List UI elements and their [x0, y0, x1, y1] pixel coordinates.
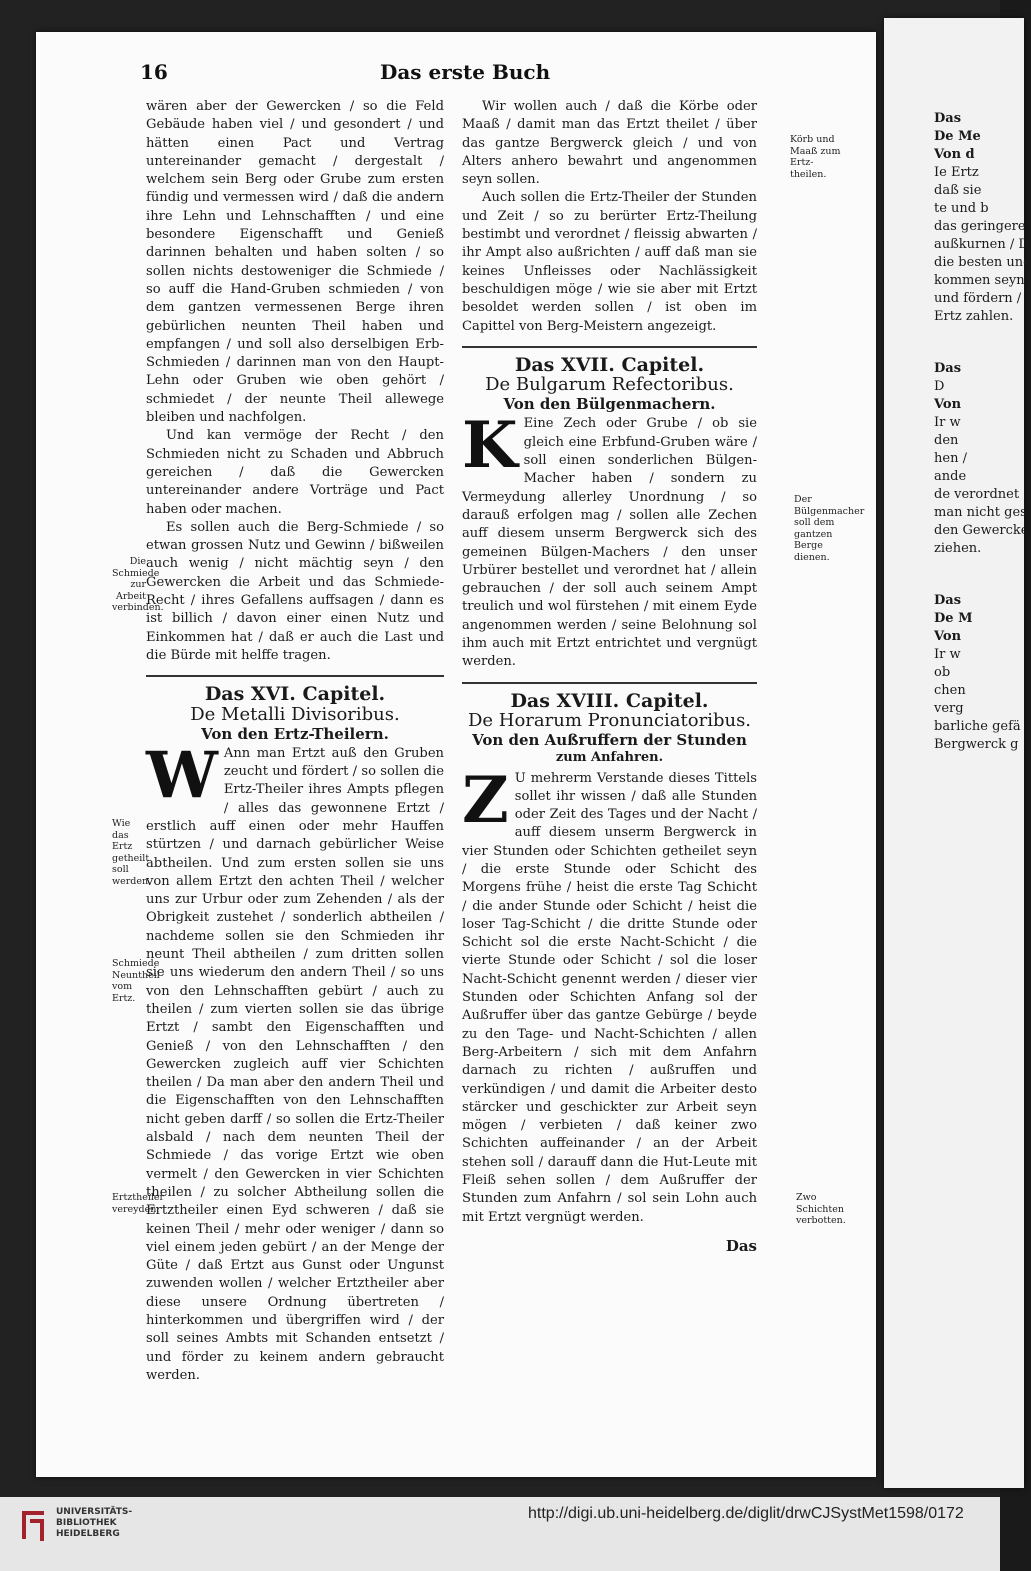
drop-initial: W: [146, 737, 218, 813]
chapter-rule: [462, 346, 757, 348]
marginal-note: Schmiede Neuntheil vom Ertz.: [112, 958, 160, 1004]
right-paragraph-4: [462, 762, 757, 1227]
permalink-url[interactable]: http://digi.ub.uni-heidelberg.de/diglit/drwCJSystMet1598/0172: [528, 1505, 964, 1522]
next-page-line: Das: [934, 361, 962, 376]
drop-initial: Z: [462, 762, 509, 838]
next-page-line: kommen seyn: [934, 273, 1025, 288]
next-page-line: Das: [934, 593, 962, 608]
next-page-line: die besten und: [934, 255, 1031, 270]
right-paragraph-3-text: Eine Zech oder Grube / ob sie gleich eine Erbfund-Gruben wäre / soll einen sonderlichen Bülgen-Macher haben / sondern zu Vermeydung allerley Unordnung / so darauß erfolgen mag / sollen alle Zechen auff diesem unserm Bergwerck sich des gemeinen Bülgen-Machers / den unser Urbürer bestellet und verordnet hat / allein gebrauchen / der soll auch seinem Ampt treulich und wol fürstehen / mit einem Eyde angenommen werden / seine Belohnung sol ihm auch mit Ertzt entrichtet und vergnügt werden.: [462, 416, 757, 670]
chapter-18-number: Das XVIII. Capitel.: [510, 689, 709, 712]
next-page-line: Ertz zahlen.: [934, 309, 1014, 324]
left-paragraph-4: [146, 737, 444, 1385]
next-page-line: hen /: [934, 451, 967, 466]
next-page-line: den: [934, 433, 959, 448]
right-paragraph-2: Auch sollen die Ertz-Theiler der Stunden und Zeit / so zu berürter Ertz-Theilung bestimbt und verordnet / fleissig abwarten / ihr Ampt also außrichten / auff daß man sie keines Unfleisses oder Nachlässigkeit beschuldigen möge / wie sie aber mit Ertzt besoldet werden sollen / ist oben im Capittel von Berg-Meistern angezeigt.: [462, 190, 757, 334]
running-title: Das erste Buch: [380, 60, 551, 84]
chapter-18-heading: [462, 689, 757, 768]
next-page-line: Von: [934, 397, 962, 412]
university-logo-icon: [18, 1505, 48, 1545]
next-page-line: Ie Ertz: [934, 165, 979, 180]
marginal-note: Zwo Schichten verbotten.: [796, 1192, 846, 1226]
next-page-line: Ir w: [934, 647, 961, 662]
next-page-line: De Me: [934, 129, 981, 144]
right-paragraph-3: [462, 408, 757, 671]
chapter-17-number: Das XVII. Capitel.: [514, 353, 705, 376]
marginal-note: Ertztheiler vereyden.: [112, 1192, 165, 1215]
next-page-line: chen: [934, 683, 966, 698]
left-column: [146, 98, 444, 1385]
right-column: [462, 98, 757, 1255]
next-page-line: Von: [934, 629, 962, 644]
chapter-16-german: Von den Ertz-Theilern.: [201, 724, 389, 743]
drop-initial: K: [462, 408, 518, 484]
library-name-line-3: HEIDELBERG: [56, 1529, 120, 1539]
next-page-line: ziehen.: [934, 541, 982, 556]
chapter-18-german: Von den Außruffern der Stunden: [472, 730, 747, 749]
left-paragraph-2: Und kan vermöge der Recht / den Schmieden nicht zu Schaden und Abbruch gereichen / daß die Gewercken untereinander andere Vorträge und Pact haben oder machen.: [146, 428, 444, 517]
chapter-17-german: Von den Bülgenmachern.: [503, 395, 716, 414]
marginal-note: Die Schmiede zur Arbeit verbinden.: [112, 556, 164, 613]
next-page-line: und fördern /: [934, 291, 1022, 306]
chapter-16-number: Das XVI. Capitel.: [204, 683, 386, 706]
next-page-text: [934, 110, 1031, 754]
left-paragraph-3: Es sollen auch die Berg-Schmiede / so etwan grossen Nutz und Gewinn / bißweilen auch wenig / nicht mächtig seyn / den Gewercken die Arbeit und das Schmiede-Recht / ihres Gefallens auffsagen / dann es ist billich / davon einer einen Nutz und Einkommen hat / daß er auch die Last und die Bürde mit helffe tragen.: [146, 519, 444, 663]
marginal-note: Körb und Maaß zum Ertz-theilen.: [790, 134, 841, 180]
page-number: 16: [140, 60, 168, 84]
viewer-footer: [0, 1497, 1000, 1571]
library-name: [56, 1507, 132, 1540]
next-page-line: barliche gefä: [934, 719, 1021, 734]
library-name-line-1: UNIVERSITÄTS-: [56, 1507, 133, 1517]
next-page-line: de verordnet: [934, 487, 1020, 502]
catchword: Das: [725, 1236, 757, 1255]
right-paragraph-4-text: U mehrerm Verstande dieses Tittels sollet ihr wissen / daß alle Stunden oder Zeit des Tages und der Nacht / auff diesem unserm Bergwerck in vier Stunden oder Schichten getheilet seyn / die erste Stunde oder Schicht des Morgens frühe / heist die erste Tag Schicht / die ander Stunde oder Schicht / heist die loser Tag-Schicht / die dritte Stunde oder Schicht sol die erste Nacht-Schicht / die vierte Stunde oder Schicht / sol die loser Nacht-Schicht genennt werden / dieser vier Stunden oder Schichten Anfang sol der Außruffer über das gantze Gebürge / beyde zu den Tage- und Nacht-Schichten / allen Berg-Arbeitern / sich mit dem Anfahrn darnach zu richten / außruffen und verkündigen / und damit die Arbeiter desto stärcker und geschickter zur Arbeit seyn mögen / verbieten / daß keiner zwo Schichten auffeinander / an der Arbeit stehen soll / darauff dann die Hut-Leute mit Fleiß sehen sollen / dem Außruffer der Stunden zum Anfahrn / sol sein Lohn auch mit Ertzt vergnügt werden.: [462, 770, 757, 1225]
next-page-line: das geringere: [934, 219, 1026, 234]
next-page-line: te und b: [934, 201, 989, 216]
chapter-rule: [462, 682, 757, 684]
chapter-rule: [146, 675, 444, 677]
next-page-line: man nicht ges: [934, 505, 1027, 520]
next-page-line: Bergwerck g: [934, 737, 1019, 752]
next-page-line: den Gewercke: [934, 523, 1029, 538]
next-page-line: Von d: [934, 147, 975, 162]
next-page-line: De M: [934, 611, 973, 626]
chapter-16-latin: De Metalli Divisoribus.: [190, 703, 400, 725]
marginal-note: Wie das Ertz getheilt soll werden.: [112, 818, 152, 887]
next-page-line: Ir w: [934, 415, 961, 430]
marginal-note: Der Bülgenmacher soll dem gantzen Berge dienen.: [794, 494, 865, 563]
next-page-line: verg: [934, 701, 964, 716]
chapter-17-heading: [462, 353, 757, 414]
next-page-line: D: [934, 379, 945, 394]
next-page-line: Das: [934, 111, 962, 126]
next-page-line: ande: [934, 469, 967, 484]
library-name-line-2: BIBLIOTHEK: [56, 1518, 117, 1528]
chapter-18-german-cont: zum Anfahren.: [555, 750, 664, 766]
right-paragraph-1: Wir wollen auch / daß die Körbe oder Maaß / damit man das Ertzt theilet / über das gantze Bergwerck gleich / und von Alters anhero bewahrt und angenommen seyn sollen.: [462, 99, 757, 188]
next-page-line: außkurnen / D: [934, 237, 1029, 252]
next-page-line: ob: [934, 665, 951, 680]
left-paragraph-4-text: Ann man Ertzt auß den Gruben zeucht und fördert / so sollen die Ertz-Theiler ihres Ampts pflegen / alles das gewonnene Ertzt / erstlich auff einen oder mehr Hauffen stürtzen / und darnach gebürlicher Weise abtheilen. Und zum ersten sollen sie uns von allem Ertzt den achten Theil / welcher uns zur Urbur oder zum Zehenden / als der Obrigkeit zustehet / sonderlich abtheilen / nachdeme sollen sie den Schmieden ihr neunt Theil abtheilen / zum dritten sollen sie uns wiederum den andern Theil / so uns von den Lehnschafften gebürt / auch zu theilen / zum vierten sollen sie das übrige Ertzt / sambt den Eigenschafften und Genieß / von den Lehnschafften / den Gewercken zugleich auff vier Schichten theilen / Da man aber den andern Theil und die Eigenschafften von den Lehnschafften nicht geben darff / so sollen die Ertz-Theiler alsbald / nach dem neunten Theil der Schmiede / das vorige Ertzt wie oben vermelt / den Gewercken in vier Schichten theilen / zu solcher Abtheilung sollen die Ertztheiler einen Eyd schweren / daß sie keinen Theil / mehr oder weniger / dann so viel einem jeden gebürt / an der Menge der Güte / daß Ertzt aus Gunst oder Ungunst zuwenden wollen / welcher Ertztheiler aber diese unsere Ordnung übertreten / hinterkommen und übergriffen wird / der soll seines Ambts mit Schanden entsetzt / und förder zu keinem andern gebraucht werden.: [146, 745, 444, 1383]
chapter-17-latin: De Bulgarum Refectoribus.: [485, 374, 734, 396]
next-page-line: daß sie: [934, 183, 982, 198]
chapter-16-heading: [146, 685, 444, 743]
left-paragraph-1: wären aber der Gewercken / so die Feld Gebäude haben viel / und gesondert / und hätten einen Pact und Vertrag untereinander gemacht / dergestalt / welchem sein Berg oder Grube zum ersten fündig und vermessen wird / daß die andern ihre Lehn und Lehnschafften / und eine besondere Eigenschafft und Genieß darinnen behalten und haben solten / so sollen nichts destoweniger die Schmiede / so auff die Hand-Gruben schmieden / von dem gantzen vermessenen Berge ihren gebürlichen neunten Theil haben und empfangen / und soll also derselbigen Erb-Schmieden / darinnen man von den Haupt-Lehn oder Gruben wie oben gehört / schmiedet / der neunte Theil allewege bleiben und nachfolgen.: [146, 99, 444, 426]
chapter-18-latin: De Horarum Pronunciatoribus.: [467, 709, 752, 731]
